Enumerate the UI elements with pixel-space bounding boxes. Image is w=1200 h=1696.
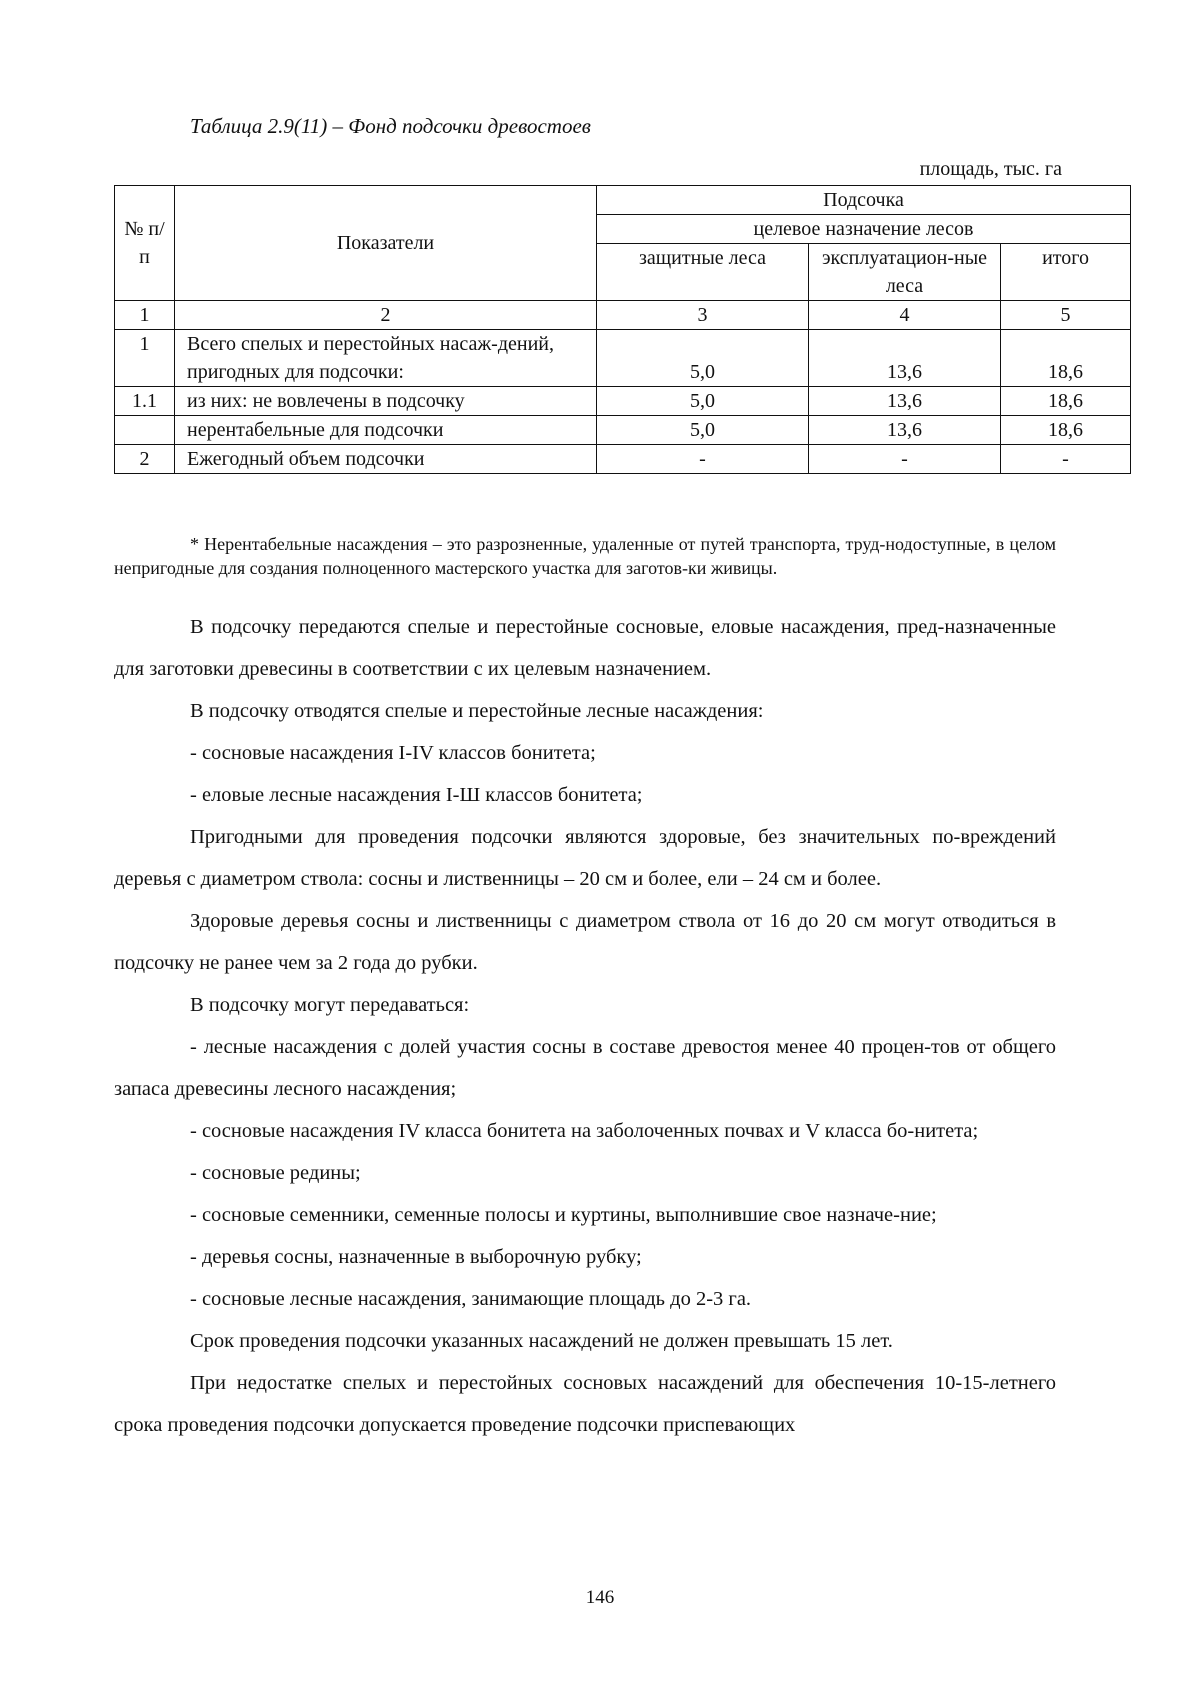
table-row xyxy=(115,416,1131,445)
row-total: - xyxy=(1001,445,1131,474)
row-exploitation: - xyxy=(809,445,1001,474)
row-protective: 5,0 xyxy=(597,330,809,387)
header-col5: итого xyxy=(1001,244,1131,301)
header-col3: защитные леса xyxy=(597,244,809,301)
row-total: 18,6 xyxy=(1001,416,1131,445)
header-col4: эксплуатацион-ные леса xyxy=(809,244,1001,301)
row-total: 18,6 xyxy=(1001,387,1131,416)
paragraph: - сосновые семенники, семенные полосы и куртины, выполнившие свое назначе-ние; xyxy=(190,1204,937,1226)
paragraph: - еловые лесные насаждения I-Ш классов бонитета; xyxy=(190,784,643,806)
table-row xyxy=(115,387,1131,416)
header-indicators: Показатели xyxy=(175,186,597,301)
row-num: 1.1 xyxy=(115,387,175,416)
row-num: 2 xyxy=(115,445,175,474)
paragraph: Здоровые деревья сосны и лиственницы с диаметром ствола от 16 до 20 см могут отводиться в подсочку не ранее чем за 2 года до рубки. xyxy=(114,910,1056,974)
paragraph: В подсочку передаются спелые и перестойные сосновые, еловые насаждения, пред-назначенные для заготовки древесины в соответствии с их целевым назначением. xyxy=(114,616,1056,680)
paragraph: - деревья сосны, назначенные в выборочную рубку; xyxy=(190,1246,642,1268)
col-number: 1 xyxy=(115,301,175,330)
table-units: площадь, тыс. га xyxy=(919,158,1062,180)
header-row-1 xyxy=(115,186,1131,215)
table-row xyxy=(115,330,1131,387)
paragraph: В подсочку могут передаваться: xyxy=(190,994,470,1016)
header-subgroup: целевое назначение лесов xyxy=(597,215,1131,244)
page-number: 146 xyxy=(585,1587,615,1608)
row-exploitation: 13,6 xyxy=(809,387,1001,416)
col-number: 2 xyxy=(175,301,597,330)
header-group: Подсочка xyxy=(597,186,1131,215)
paragraph: - лесные насаждения с долей участия сосны в составе древостоя менее 40 процен-тов от общего запаса древесины лесного насаждения; xyxy=(114,1036,1056,1100)
paragraph: Срок проведения подсочки указанных насаждений не должен превышать 15 лет. xyxy=(190,1330,893,1352)
row-protective: 5,0 xyxy=(597,416,809,445)
row-protective: - xyxy=(597,445,809,474)
paragraph: - сосновые лесные насаждения, занимающие площадь до 2-3 га. xyxy=(190,1288,752,1310)
column-numbers-row xyxy=(115,301,1131,330)
paragraph: - сосновые насаждения IV класса бонитета на заболоченных почвах и V класса бо-нитета; xyxy=(190,1120,979,1142)
paragraph: В подсочку отводятся спелые и перестойные лесные насаждения: xyxy=(190,700,764,722)
body-text xyxy=(114,606,1056,1446)
row-label: Всего спелых и перестойных насаж-дений, пригодных для подсочки: xyxy=(175,330,597,387)
header-num: № п/п xyxy=(115,186,175,301)
row-protective: 5,0 xyxy=(597,387,809,416)
row-num xyxy=(115,416,175,445)
paragraph: - сосновые редины; xyxy=(190,1162,361,1184)
fund-table xyxy=(114,185,1131,474)
col-number: 3 xyxy=(597,301,809,330)
row-label: из них: не вовлечены в подсочку xyxy=(175,387,597,416)
footnote: * Нерентабельные насаждения – это разрозненные, удаленные от путей транспорта, труд-нодоступные, в целом непригодные для создания полноценного мастерского участка для заготов-ки живицы. xyxy=(114,534,1056,578)
row-exploitation: 13,6 xyxy=(809,416,1001,445)
col-number: 5 xyxy=(1001,301,1131,330)
col-number: 4 xyxy=(809,301,1001,330)
table-caption: Таблица 2.9(11) – Фонд подсочки древостоев xyxy=(190,114,591,138)
table-row xyxy=(115,445,1131,474)
row-num: 1 xyxy=(115,330,175,387)
row-label: Ежегодный объем подсочки xyxy=(175,445,597,474)
row-exploitation: 13,6 xyxy=(809,330,1001,387)
paragraph: - сосновые насаждения I-IV классов бонитета; xyxy=(190,742,596,764)
row-total: 18,6 xyxy=(1001,330,1131,387)
row-label: нерентабельные для подсочки xyxy=(175,416,597,445)
paragraph: При недостатке спелых и перестойных сосновых насаждений для обеспечения 10-15-летнего срока проведения подсочки допускается проведение подсочки приспевающих xyxy=(114,1372,1056,1436)
paragraph: Пригодными для проведения подсочки являются здоровые, без значительных по-вреждений деревья с диаметром ствола: сосны и лиственницы – 20 см и более, ели – 24 см и более. xyxy=(114,826,1056,890)
